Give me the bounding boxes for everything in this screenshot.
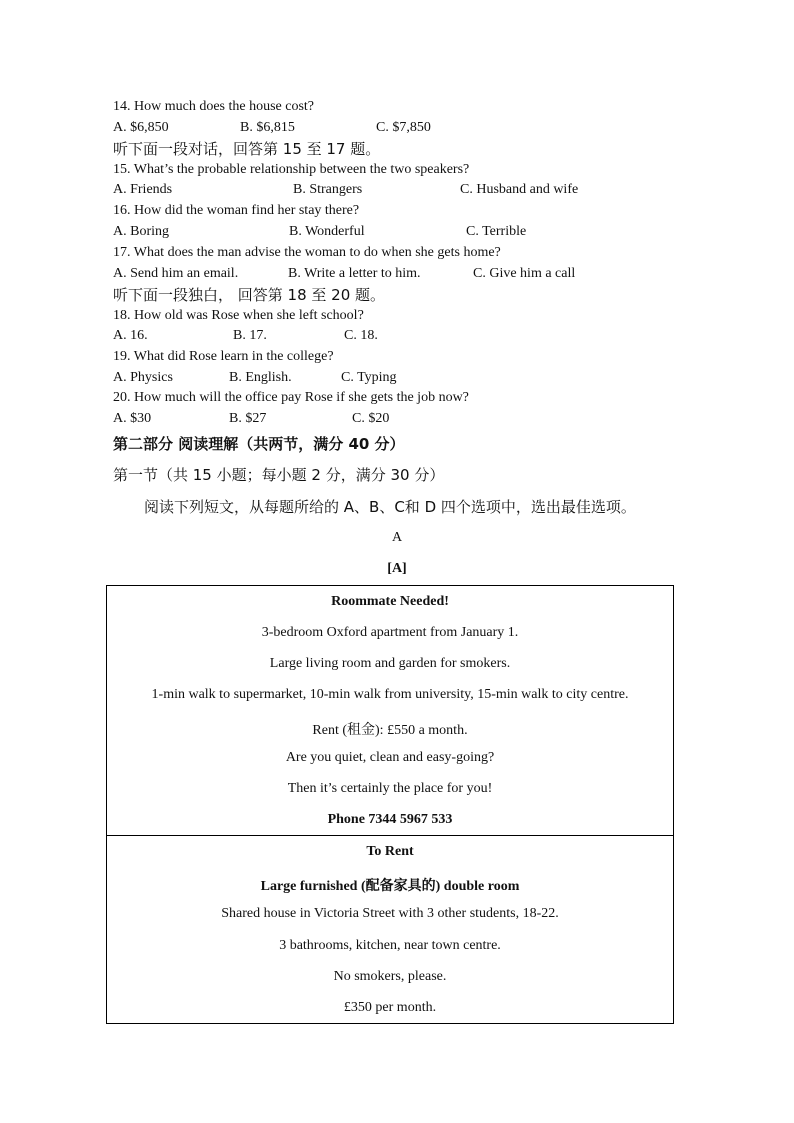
ad-to-rent (106, 835, 674, 1024)
option-14c: C. $7,850 (376, 120, 431, 135)
ad2-line: No smokers, please. (333, 969, 447, 984)
option-15a: A. Friends (113, 182, 173, 197)
question-18: 18. How old was Rose when she left school? (113, 308, 364, 323)
option-16b: B. Wonderful (289, 224, 365, 239)
question-15: 15. What’s the probable relationship between the two speakers? (113, 162, 470, 177)
option-15c: C. Husband and wife (460, 182, 579, 197)
ad2-subtitle: Large furnished (配备家具的) double room (260, 879, 520, 894)
option-18c: C. 18. (344, 328, 378, 343)
part-title: 第二部分 阅读理解（共两节，满分 40 分） (113, 435, 405, 453)
ad2-title: To Rent (366, 844, 414, 859)
ad1-line: Then it’s certainly the place for you! (287, 781, 493, 796)
option-15b: B. Strangers (293, 182, 363, 197)
option-17a: A. Send him an email. (113, 266, 239, 281)
option-20b: B. $27 (229, 411, 267, 426)
ad1-title: Roommate Needed! (331, 594, 449, 609)
ad2-line: Shared house in Victoria Street with 3 other students, 18-22. (221, 906, 559, 921)
option-19b: B. English. (229, 370, 292, 385)
option-16a: A. Boring (113, 224, 169, 239)
ad1-line: Rent (租金): £550 a month. (312, 723, 468, 738)
option-17b: B. Write a letter to him. (288, 266, 421, 281)
option-20c: C. $20 (352, 411, 390, 426)
option-16c: C. Terrible (466, 224, 527, 239)
section-title: 第一节（共 15 小题；每小题 2 分，满分 30 分） (113, 466, 445, 484)
ad2-line: 3 bathrooms, kitchen, near town centre. (279, 938, 501, 953)
option-14b: B. $6,815 (240, 120, 295, 135)
option-14a: A. $6,850 (113, 120, 169, 135)
question-19: 19. What did Rose learn in the college? (113, 349, 334, 364)
instruction-15-17: 听下面一段对话，回答第 15 至 17 题。 (113, 140, 381, 158)
ad1-line: 3-bedroom Oxford apartment from January 1. (261, 625, 519, 640)
question-20: 20. How much will the office pay Rose if she gets the job now? (113, 390, 469, 405)
ad-roommate-needed (106, 585, 674, 836)
option-17c: C. Give him a call (473, 266, 576, 281)
question-16: 16. How did the woman find her stay there? (113, 203, 360, 218)
option-19c: C. Typing (341, 370, 397, 385)
question-14: 14. How much does the house cost? (113, 99, 315, 114)
ad1-line: Large living room and garden for smokers. (269, 656, 511, 671)
question-17: 17. What does the man advise the woman to do when she gets home? (113, 245, 501, 260)
option-19a: A. Physics (113, 370, 173, 385)
option-20a: A. $30 (113, 411, 152, 426)
ad1-line: 1-min walk to supermarket, 10-min walk from university, 15-min walk to city centre. (151, 687, 629, 702)
directions: 阅读下列短文，从每题所给的 A、B、C和 D 四个选项中，选出最佳选项。 (144, 498, 636, 516)
ad1-line: Are you quiet, clean and easy-going? (285, 750, 495, 765)
option-18a: A. 16. (113, 328, 148, 343)
ad2-price: £350 per month. (343, 1000, 437, 1015)
ad1-phone: Phone 7344 5967 533 (327, 812, 453, 827)
option-18b: B. 17. (233, 328, 267, 343)
passage-label: [A] (387, 561, 407, 576)
instruction-18-20: 听下面一段独白， 回答第 18 至 20 题。 (113, 286, 386, 304)
passage-letter: A (391, 530, 403, 545)
